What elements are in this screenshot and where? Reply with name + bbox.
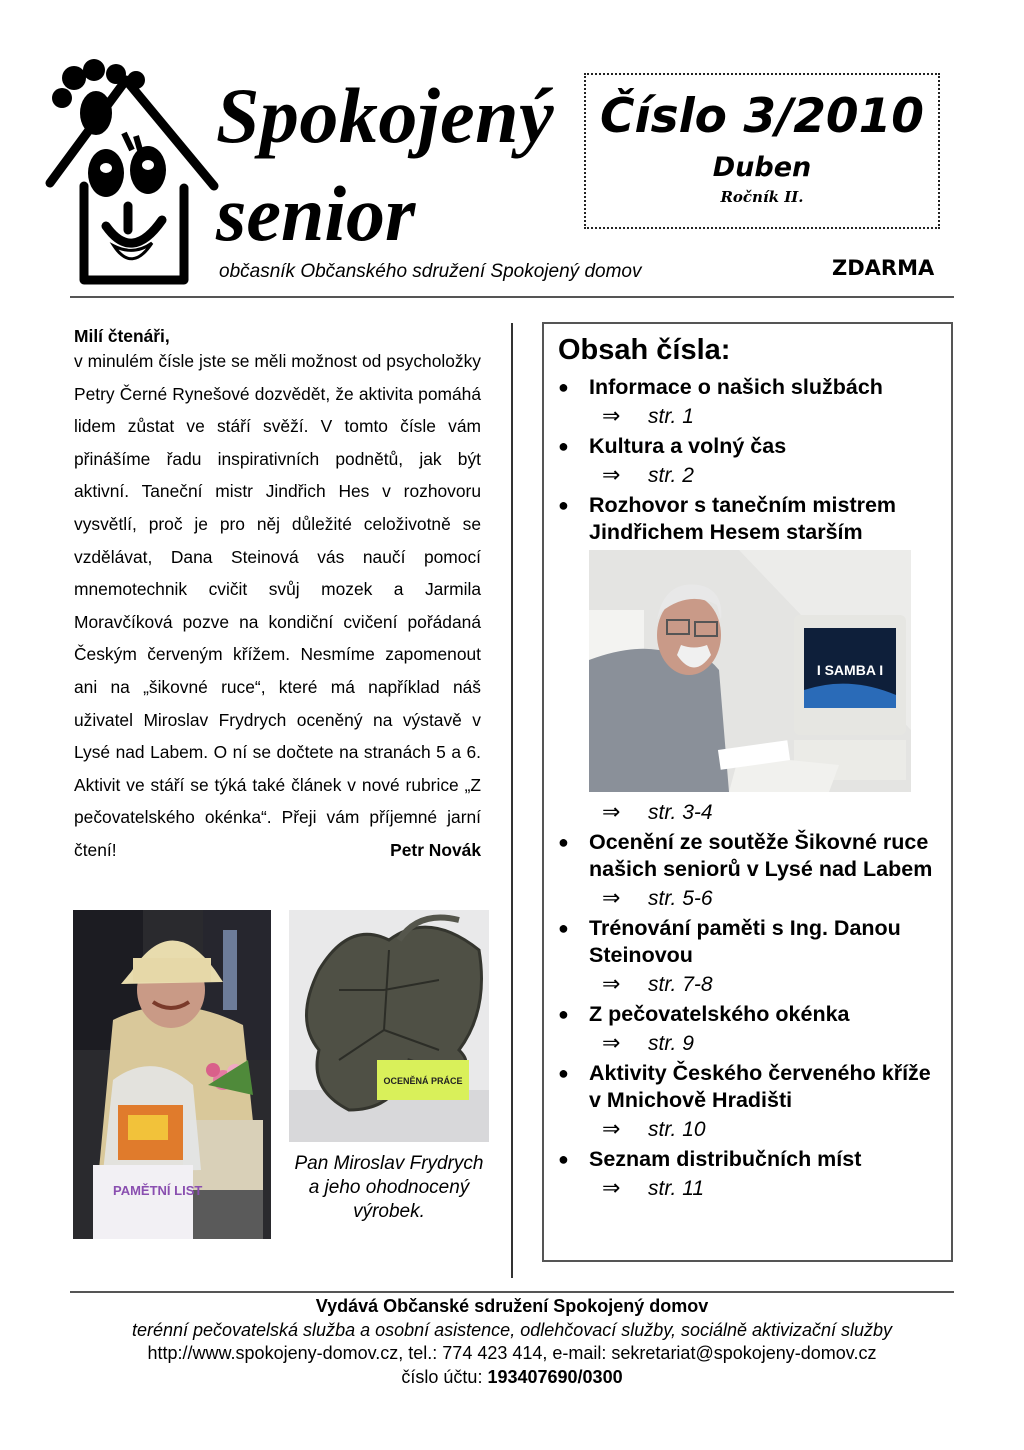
issue-info-box (584, 73, 940, 229)
issue-volume: Ročník II. (720, 188, 804, 206)
toc-item[interactable] (544, 915, 951, 969)
toc-page-number: str. 9 (648, 1032, 694, 1055)
issue-month: Duben (712, 152, 812, 183)
double-arrow-icon: ⇒ (602, 800, 621, 825)
toc-page-ref (544, 797, 951, 829)
toc-item-label: Informace o našich službách (589, 375, 883, 399)
photo-awarded-leaf-artwork (289, 910, 489, 1142)
toc-item-label: Z pečovatelského okénka (589, 1002, 850, 1026)
header-divider (70, 296, 954, 298)
editorial-body (74, 345, 481, 867)
bullet-icon: ● (558, 1063, 569, 1083)
bullet-icon: ● (558, 377, 569, 397)
bullet-icon: ● (558, 495, 569, 515)
toc-page-ref (544, 969, 951, 1001)
monitor-screen-text: I SAMBA I (816, 662, 884, 678)
toc-page-number: str. 5-6 (648, 887, 713, 910)
price-label: ZDARMA (832, 256, 935, 280)
toc-item[interactable] (544, 374, 951, 401)
toc-page-ref (544, 1028, 951, 1060)
toc-item-label: Ocenění ze soutěže Šikovné ruce našich seniorů v Lysé nad Labem (589, 830, 933, 881)
toc-item[interactable] (544, 492, 951, 546)
award-sign-text: OCENĚNÁ PRÁCE (383, 1076, 463, 1086)
column-divider (511, 323, 513, 1278)
footer-contact[interactable]: http://www.spokojeny-domov.cz, tel.: 774 423 414, e-mail: sekretariat@spokojeny-domov.cz (147, 1343, 877, 1363)
toc-page-ref (544, 883, 951, 915)
double-arrow-icon: ⇒ (602, 1117, 621, 1142)
toc-item-label: Kultura a volný čas (589, 434, 787, 458)
toc-item[interactable] (544, 433, 951, 460)
toc-page-ref (544, 401, 951, 433)
newsletter-subtitle: občasník Občanského sdružení Spokojený domov (219, 261, 642, 282)
toc-page-number: str. 3-4 (648, 801, 713, 824)
editorial-signature: Petr Novák (390, 839, 481, 860)
bullet-icon: ● (558, 918, 569, 938)
toc-item[interactable] (544, 1001, 951, 1028)
editorial-text: v minulém čísle jste se měli možnost od psycholožky Petry Černé Rynešové dozvědět, že aktivita pomáhá lidem zůstat ve stáří svěží. V tomto čísle vám přinášíme řadu inspirativních podnětů, jak být aktivní. Taneční mistr Jindřich Hes v rozhovoru vysvětlí, proč je pro něj důležité celoživotně se vzdělávat, Dana Steinová vás naučí pomocí mnemotechnik cvičit svůj mozek a Jarmila Moravčíková pozve na kondiční cvičení pořádaná Českým červeným křížem. Nesmíme zapomenout ani na „šikovné ruce“, které má například náš uživatel Miroslav Frydrych oceněný na výstavě v Lysé nad Labem. O ní se dočtete na stranách 5 a 6. Aktivit ve stáří se týká také článek v nové rubrice „Z pečovatelského okénka“. Přeji vám příjemné jarní čtení! (74, 351, 481, 860)
toc-page-number: str. 10 (648, 1118, 706, 1141)
footer-divider (70, 1291, 954, 1293)
footer-account (40, 1366, 984, 1390)
bullet-icon: ● (558, 1004, 569, 1024)
editorial-intro (74, 326, 481, 867)
toc-item-label: Rozhovor s tanečním mistrem Jindřichem Hesem starším (589, 493, 897, 544)
footer-services: terénní pečovatelská služba a osobní asistence, odlehčovací služby, sociálně aktivizační služby (131, 1319, 893, 1340)
toc-list (544, 374, 951, 1205)
toc-page-ref (544, 1173, 951, 1205)
toc-page-number: str. 1 (648, 405, 694, 428)
toc-page-number: str. 2 (648, 464, 694, 487)
double-arrow-icon: ⇒ (602, 1176, 621, 1201)
footer (40, 1295, 984, 1389)
toc-page-number: str. 7-8 (648, 973, 713, 996)
toc-item[interactable] (544, 829, 951, 883)
double-arrow-icon: ⇒ (602, 404, 621, 429)
toc-page-ref (544, 1114, 951, 1146)
bullet-icon: ● (558, 1149, 569, 1169)
photo-dance-master-at-computer (589, 550, 911, 792)
bullet-icon: ● (558, 436, 569, 456)
account-number: 193407690/0300 (487, 1366, 623, 1387)
toc-item-label: Trénování paměti s Ing. Danou Steinovou (589, 916, 901, 967)
footer-publisher: Vydává Občanské sdružení Spokojený domov (315, 1296, 709, 1316)
account-label: číslo účtu: (401, 1366, 488, 1387)
issue-number: Číslo 3/2010 (599, 89, 925, 144)
toc-item-label: Seznam distribučních míst (589, 1147, 862, 1171)
toc-item[interactable] (544, 1146, 951, 1173)
certificate-text: PAMĚTNÍ LIST (113, 1183, 203, 1198)
toc-page-ref (544, 460, 951, 492)
double-arrow-icon: ⇒ (602, 1031, 621, 1056)
double-arrow-icon: ⇒ (602, 463, 621, 488)
toc-item-label: Aktivity Českého červeného kříže v Mnichově Hradišti (589, 1061, 931, 1112)
photo-senior-with-award (73, 910, 271, 1239)
house-smiley-logo-icon (44, 58, 220, 290)
bullet-icon: ● (558, 832, 569, 852)
newsletter-title-second-line: senior (216, 170, 416, 257)
double-arrow-icon: ⇒ (602, 972, 621, 997)
toc-item[interactable] (544, 1060, 951, 1114)
double-arrow-icon: ⇒ (602, 886, 621, 911)
newsletter-title: Spokojený (216, 72, 555, 159)
photo-caption: Pan Miroslav Frydrych a jeho ohodnocený výrobek. (294, 1153, 484, 1222)
toc-title: Obsah čísla: (558, 334, 731, 366)
table-of-contents (542, 322, 953, 1262)
editorial-greeting: Milí čtenáři, (74, 326, 170, 346)
toc-page-number: str. 11 (648, 1177, 705, 1200)
